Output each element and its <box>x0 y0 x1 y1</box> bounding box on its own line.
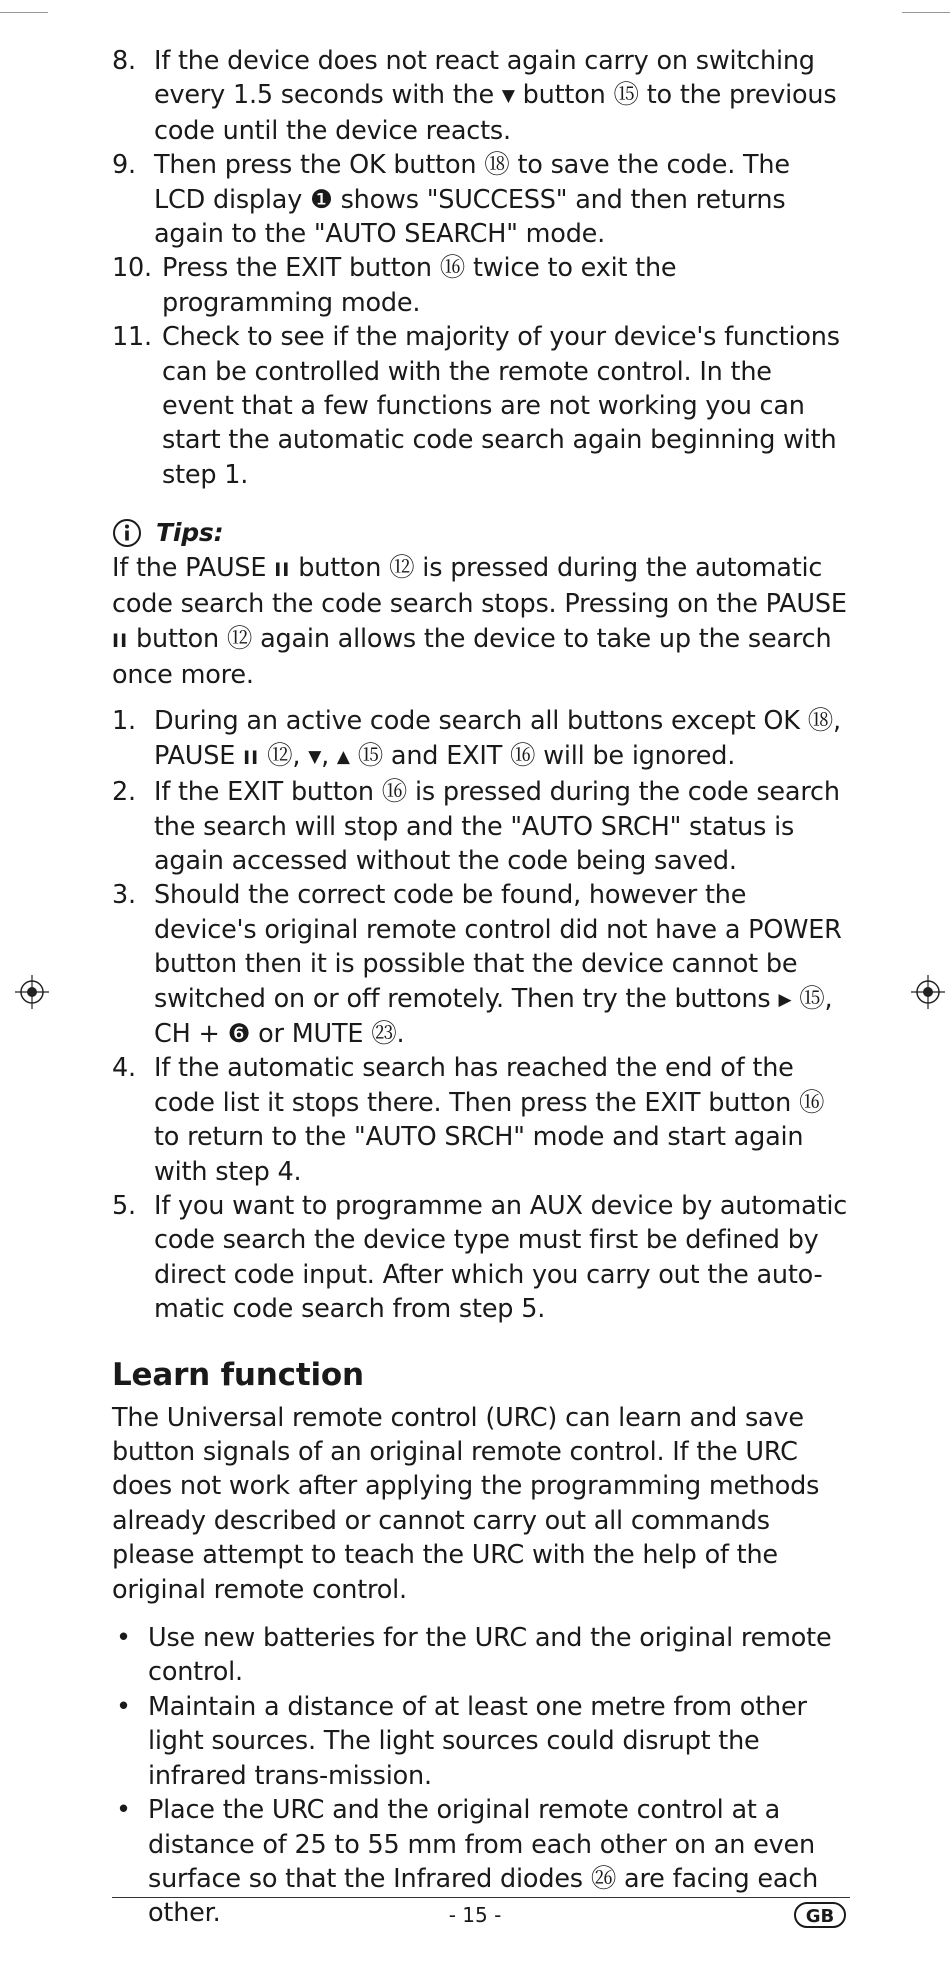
text-run: If the device does not react again carry on switching every 1.5 seconds with the <box>154 46 815 111</box>
circled-reference-number: ⑮ <box>357 740 384 771</box>
text-run: button <box>290 552 390 583</box>
text-run: If you want to programme an AUX device by automatic code search the device type must first be defined by direct code input. After which you carry out the auto-matic code search from step 5. <box>154 1191 848 1325</box>
circled-reference-number: ⑮ <box>799 983 825 1014</box>
text-run: and EXIT <box>383 740 510 771</box>
text-run: During an active code search all buttons except OK <box>154 706 808 737</box>
registration-mark-icon <box>911 975 945 1009</box>
text-run: shows "SUCCESS" and then returns again to the "AUTO SEARCH" mode. <box>154 184 786 250</box>
crop-mark-right <box>902 12 950 13</box>
text-run: Then press the OK button <box>154 150 485 181</box>
item-number: 10. <box>112 253 152 284</box>
page-content <box>112 44 848 1931</box>
bullet-icon: • <box>116 1623 131 1654</box>
text-run: to the previous code until the device reacts. <box>154 80 837 146</box>
circled-reference-number: ⑱ <box>484 150 510 181</box>
text-run: twice to exit the programming mode. <box>162 253 677 318</box>
text-run <box>259 741 267 771</box>
item-number: 9. <box>112 150 136 181</box>
circled-reference-number: ⑯ <box>510 740 536 771</box>
circled-reference-number: ⑫ <box>267 740 293 771</box>
item-number: 3. <box>112 880 136 911</box>
text-run: If the automatic search has reached the end of the code list it stops there. Then press the EXIT button <box>154 1053 800 1118</box>
arrow-right-icon: ▶ <box>778 989 792 1010</box>
text-run: Use new batteries for the URC and the original remote control. <box>148 1623 832 1688</box>
text-run: button <box>128 623 227 654</box>
item-number: 8. <box>112 46 136 76</box>
item-number: 4. <box>112 1053 136 1084</box>
list-item <box>112 704 848 775</box>
circled-reference-number: ⑯ <box>381 777 408 808</box>
language-badge: GB <box>794 1902 846 1928</box>
arrow-up-icon: ▲ <box>336 746 350 767</box>
circled-reference-number: ❻ <box>227 1018 251 1049</box>
text-run: again allows the device to take up the search once more. <box>112 623 832 690</box>
pause-icon: II <box>112 629 129 652</box>
text-run: are facing each other. <box>148 1863 819 1929</box>
circled-reference-number: ⑯ <box>799 1087 825 1118</box>
bullet-item <box>112 1690 848 1793</box>
text-run: Place the URC and the original remote control at a distance of 25 to 55 mm from each other on an even surface so that the Infrared diodes <box>148 1795 815 1894</box>
text-run: is pressed during the code search the search will stop and the "AUTO SRCH" status is again accessed without the code being saved. <box>154 777 840 876</box>
item-number: 11. <box>112 322 152 353</box>
text-run: button <box>514 80 614 111</box>
text-run: will be ignored. <box>535 740 736 771</box>
list-item <box>112 320 848 492</box>
item-number: 5. <box>112 1191 136 1221</box>
text-run: Check to see if the majority of your device's functions can be controlled with the remote control. In the event that a few functions are not working you can start the automatic code search again beginning with step 1. <box>162 322 840 490</box>
bullet-icon: • <box>116 1691 131 1722</box>
bullet-item <box>112 1621 848 1690</box>
item-number: 1. <box>112 706 136 737</box>
text-run: , <box>292 740 309 771</box>
text-run: , PAUSE <box>154 706 841 771</box>
programming-steps <box>112 44 848 492</box>
footer-rule <box>112 1897 850 1898</box>
tips-heading <box>112 516 848 550</box>
circled-reference-number: ㉖ <box>590 1863 617 1894</box>
text-run: Maintain a distance of at least one metre from other light sources. The light sources could disrupt the infrared trans-mission. <box>148 1691 807 1791</box>
list-item <box>112 251 848 320</box>
circled-reference-number: ❶ <box>310 184 333 215</box>
tips-title: Tips: <box>156 518 224 548</box>
text-run: , CH + <box>154 983 833 1049</box>
text-run <box>350 741 358 771</box>
circled-reference-number: ⑯ <box>439 253 466 284</box>
text-run: If the EXIT button <box>154 777 382 808</box>
list-item <box>112 878 848 1051</box>
bullet-icon: • <box>116 1795 131 1826</box>
text-run: Press the EXIT button <box>162 253 440 284</box>
circled-reference-number: ⑫ <box>389 552 415 583</box>
page-number: - 15 - <box>448 1903 502 1927</box>
text-run: , <box>321 740 337 771</box>
registration-mark-icon <box>15 975 49 1009</box>
circled-reference-number: ⑱ <box>807 706 834 737</box>
circled-reference-number: ⑮ <box>613 80 639 111</box>
tips-list <box>112 704 848 1326</box>
learn-bullets <box>112 1621 848 1931</box>
crop-mark-left <box>0 12 48 13</box>
text-run: to return to the "AUTO SRCH" mode and start again with step 4. <box>154 1122 804 1187</box>
text-run: If the PAUSE <box>112 552 275 583</box>
arrow-down-icon: ▼ <box>501 86 515 107</box>
arrow-down-icon: ▼ <box>308 746 322 767</box>
text-run: . <box>396 1018 405 1049</box>
tips-intro <box>112 551 848 693</box>
list-item <box>112 148 848 251</box>
list-item <box>112 1051 848 1189</box>
text-run: Should the correct code be found, however the device's original remote control did not have a POWER button then it is possible that the device cannot be switched on or off remotely. Then try the buttons <box>154 880 842 1014</box>
list-item <box>112 44 848 148</box>
text-run: to save the code. The LCD display <box>154 150 790 215</box>
text-run: is pressed during the automatic code search the code search stops. Pressing on the PAUSE <box>112 552 847 620</box>
section-title: Learn function <box>112 1356 364 1393</box>
list-item <box>112 1189 848 1327</box>
circled-reference-number: ㉓ <box>371 1018 397 1049</box>
item-number: 2. <box>112 777 136 808</box>
learn-paragraph: The Universal remote control (URC) can learn and save button signals of an original remote control. If the URC does not work after applying the programming methods already described or cannot carry out all commands please attempt to teach the URC with the help of the original remote control. <box>112 1402 820 1605</box>
pause-icon: II <box>274 558 291 581</box>
pause-icon: II <box>243 746 260 769</box>
text-run: or MUTE <box>250 1018 372 1049</box>
circled-reference-number: ⑫ <box>226 623 253 654</box>
info-icon <box>112 518 142 548</box>
list-item <box>112 775 848 878</box>
